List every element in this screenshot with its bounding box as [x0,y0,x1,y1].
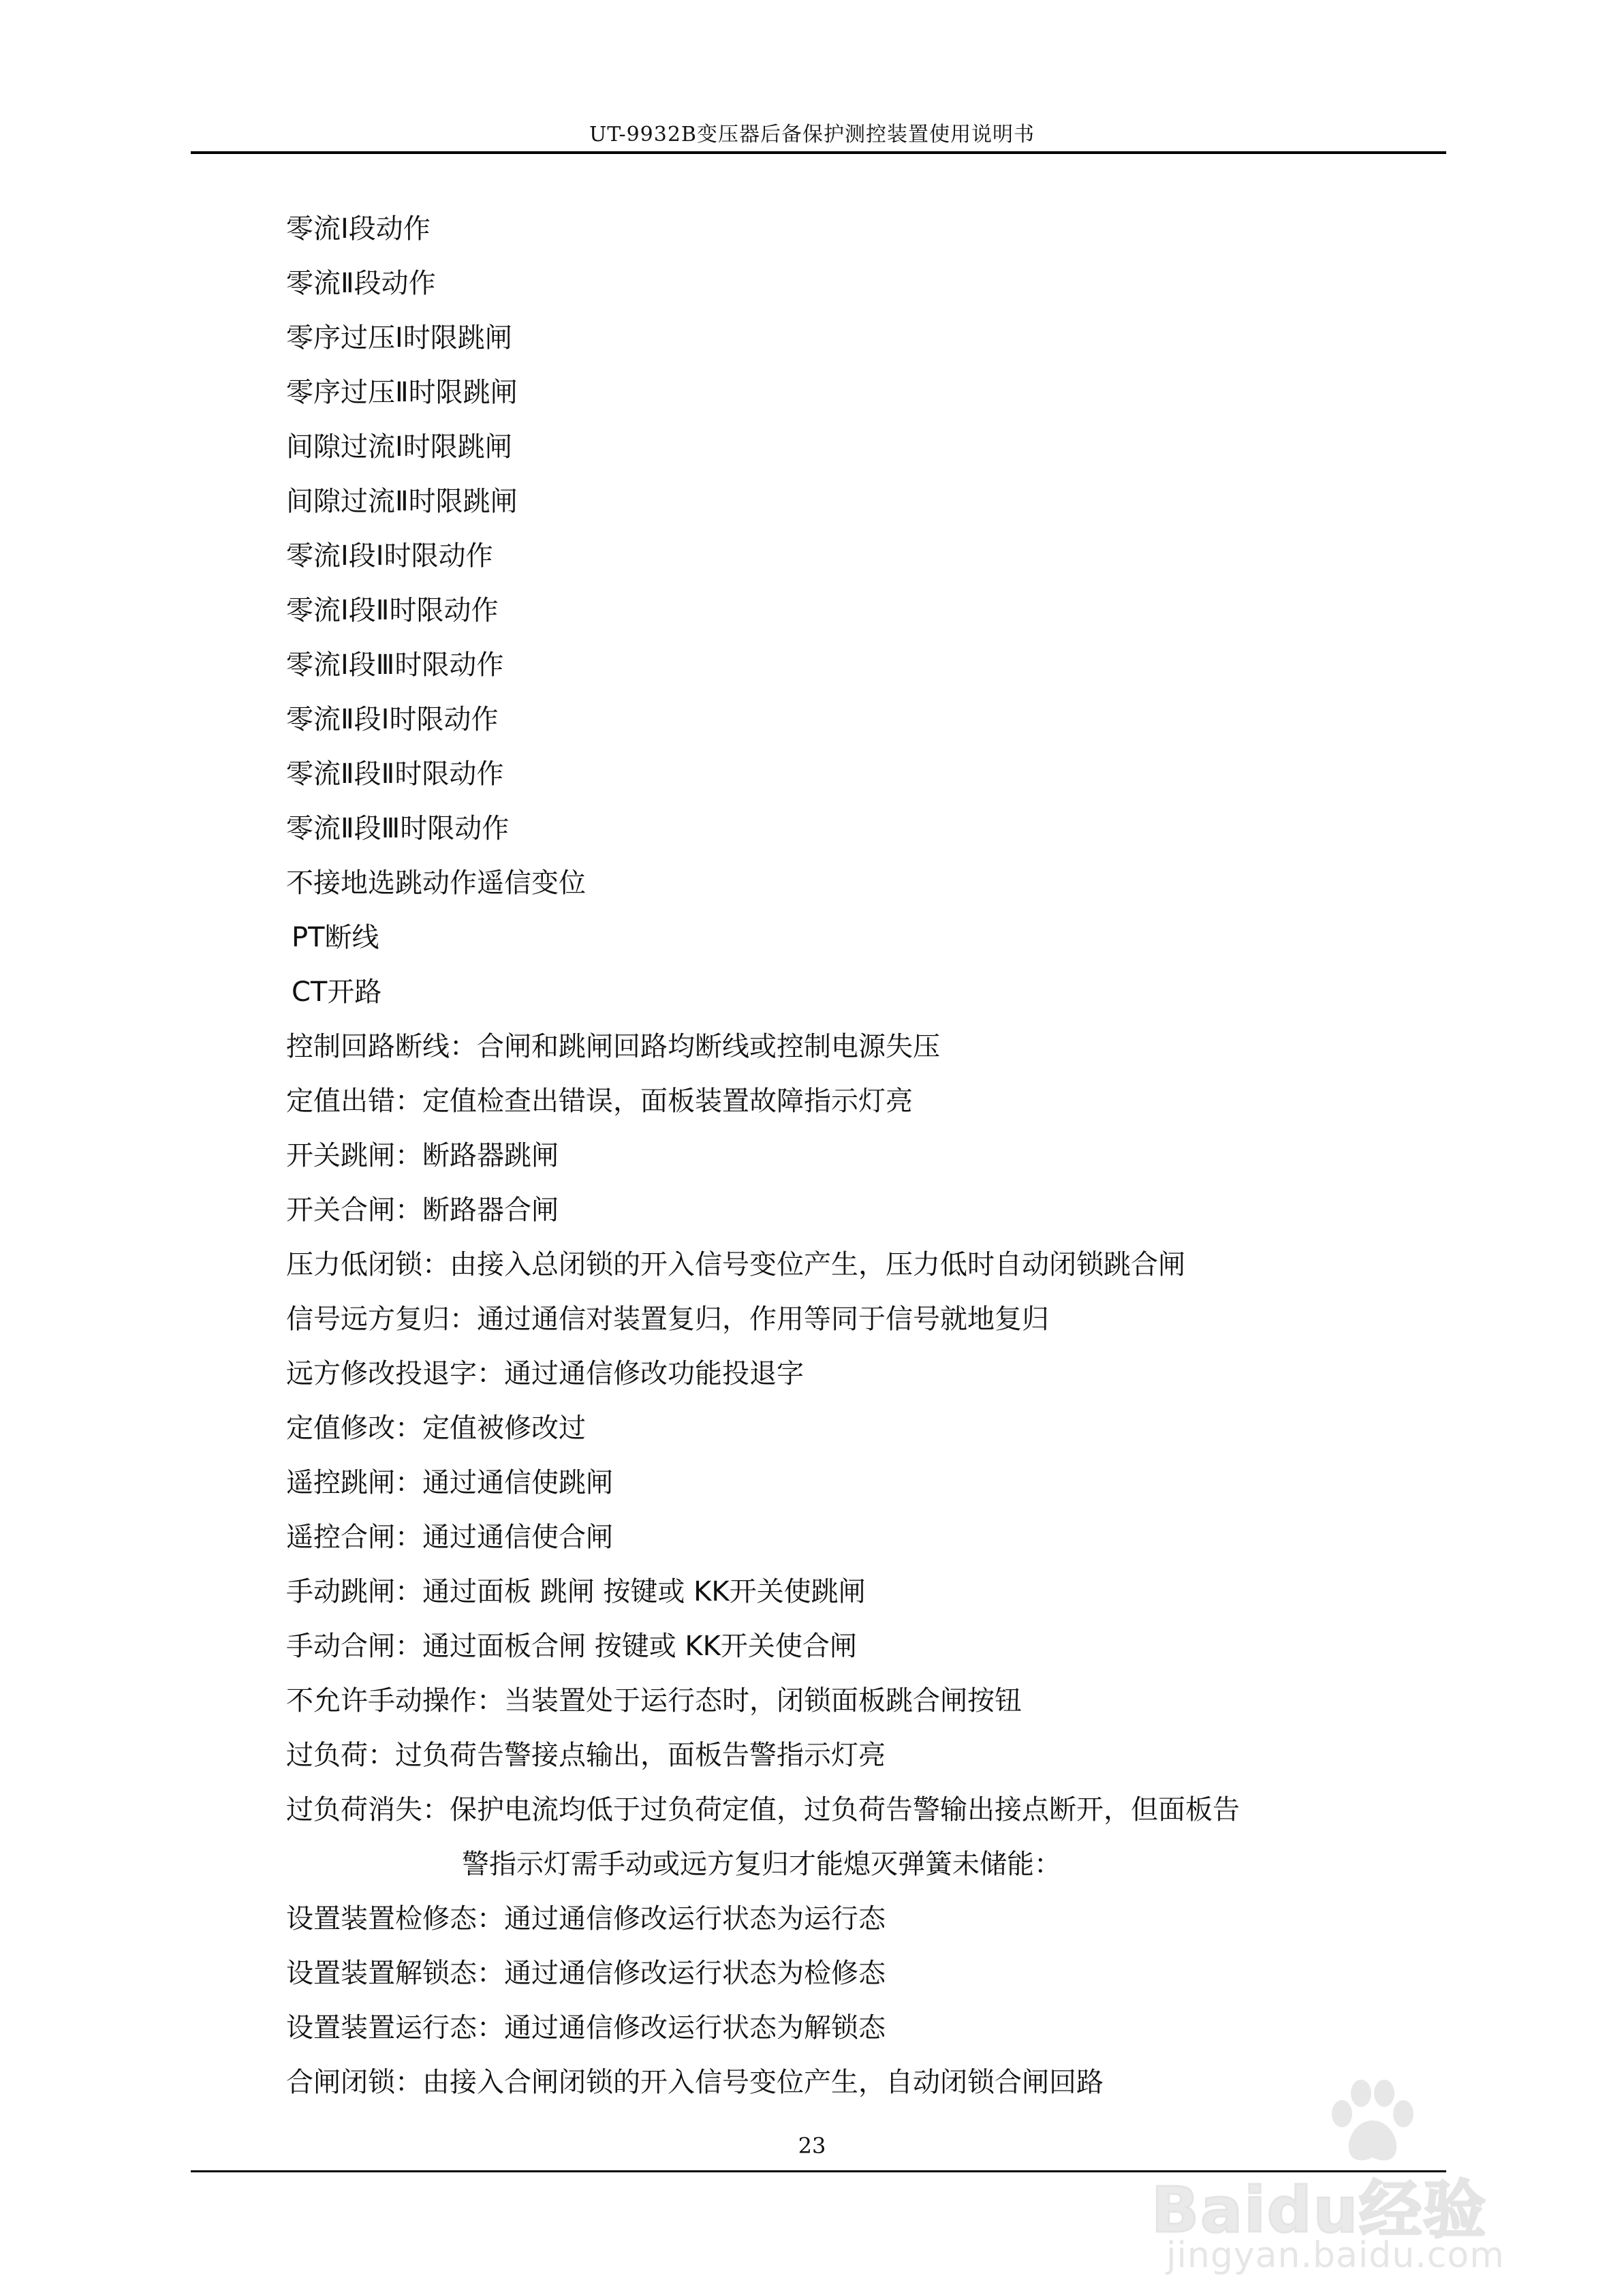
list-item: 信号远方复归：通过通信对装置复归，作用等同于信号就地复归 [286,1304,1049,1335]
list-item: 定值修改：定值被修改过 [286,1413,586,1444]
page-header-title: UT-9932B变压器后备保护测控装置使用说明书 [589,123,1035,147]
list-item: 合闸闭锁：由接入合闸闭锁的开入信号变位产生，自动闭锁合闸回路 [286,2067,1104,2098]
list-item-continuation: 警指示灯需手动或远方复归才能熄灭弹簧未储能： [462,1849,1061,1880]
document-body [286,209,1417,2116]
list-item: 零流Ⅱ段动作 [286,268,436,299]
list-item: 遥控跳闸：通过通信使跳闸 [286,1467,613,1498]
list-item: 零流Ⅱ段Ⅱ时限动作 [286,758,504,790]
list-item: 设置装置运行态：通过通信修改运行状态为解锁态 [286,2012,886,2044]
list-item: 零序过压Ⅱ时限跳闸 [286,377,518,408]
list-item: 手动跳闸：通过面板 跳闸 按键或 KK开关使跳闸 [286,1576,866,1607]
list-item: 零流Ⅰ段动作 [286,213,431,245]
header-divider [191,151,1446,154]
list-item: 定值出错：定值检查出错误，面板装置故障指示灯亮 [286,1085,913,1117]
watermark-url-text: jingyan.baidu.com [1166,2235,1505,2276]
list-item: 手动合闸：通过面板合闸 按键或 KK开关使合闸 [286,1631,857,1662]
list-item: 开关合闸：断路器合闸 [286,1195,559,1226]
list-item: 开关跳闸：断路器跳闸 [286,1140,559,1171]
list-item: 设置装置检修态：通过通信修改运行状态为运行态 [286,1903,886,1935]
list-item: 零流Ⅱ段Ⅲ时限动作 [286,813,510,844]
list-item: 间隙过流Ⅰ时限跳闸 [286,431,512,463]
page-number: 23 [798,2133,826,2159]
list-item: 零流Ⅱ段Ⅰ时限动作 [286,704,499,735]
list-item: PT断线 [292,922,379,953]
baidu-jingyan-watermark [1151,2078,1560,2283]
list-item: 不允许手动操作：当装置处于运行态时，闭锁面板跳合闸按钮 [286,1685,1022,1716]
list-item: 零流Ⅰ段Ⅱ时限动作 [286,595,499,626]
list-item: 过负荷：过负荷告警接点输出，面板告警指示灯亮 [286,1740,886,1771]
list-item: 零序过压Ⅰ时限跳闸 [286,322,512,354]
list-item: 压力低闭锁：由接入总闭锁的开入信号变位产生，压力低时自动闭锁跳合闸 [286,1249,1185,1280]
list-item: 设置装置解锁态：通过通信修改运行状态为检修态 [286,1958,886,1989]
list-item: 零流Ⅰ段Ⅰ时限动作 [286,540,493,572]
list-item: 零流Ⅰ段Ⅲ时限动作 [286,649,504,681]
list-item: 远方修改投退字：通过通信修改功能投退字 [286,1358,804,1389]
list-item: 过负荷消失：保护电流均低于过负荷定值，过负荷告警输出接点断开，但面板告 [286,1794,1240,1826]
list-item: 不接地选跳动作遥信变位 [286,867,586,899]
watermark-brand-text: Baidu经验 [1151,2174,1488,2247]
paw-icon [1322,2078,1424,2167]
list-item: 间隙过流Ⅱ时限跳闸 [286,486,518,517]
list-item: 遥控合闸：通过通信使合闸 [286,1522,613,1553]
list-item: 控制回路断线：合闸和跳闸回路均断线或控制电源失压 [286,1031,940,1062]
list-item: CT开路 [292,976,382,1008]
